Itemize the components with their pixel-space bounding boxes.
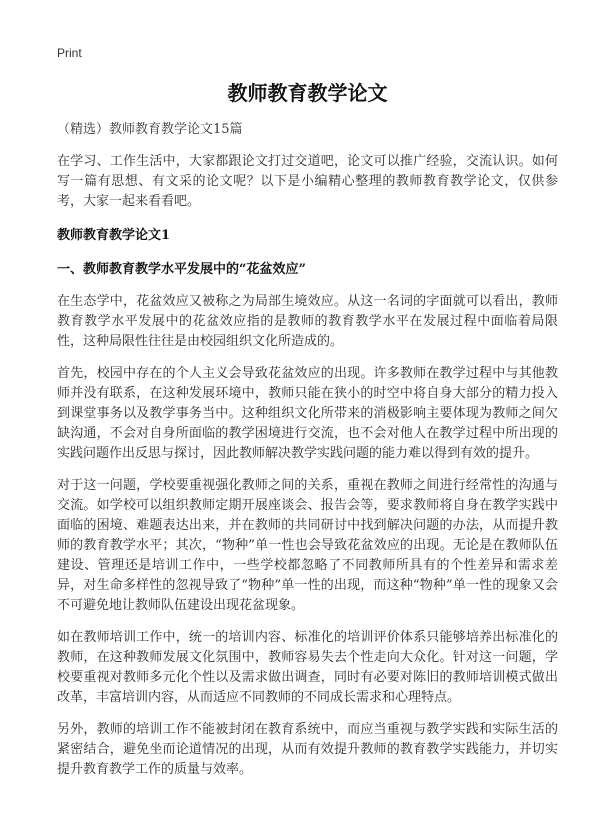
intro-paragraph: 在学习、工作生活中，大家都跟论文打过交道吧，论文可以推广经验，交流认识。如何写一篇有思想、有文采的论文呢？以下是小编精心整理的教师教育教学论文，仅供参考，大家一起来看看吧。 [57,154,558,209]
body-paragraph: 在生态学中，花盆效应又被称之为局部生境效应。从这一名词的字面就可以看出，教师教育教学水平发展中的花盆效应指的是教师的教育教学水平在发展过程中面临着局限性，这种局限性往往是由校园组织文化所造成的。 [57,294,558,349]
subsection-heading: 一、教师教育教学水平发展中的“花盆效应” [57,262,306,277]
body-paragraph: 首先，校园中存在的个人主义会导致花盆效应的出现。许多教师在教学过程中与其他教师并没有联系，在这种发展环境中，教师只能在狭小的时空中将自身大部分的精力投入到课堂事务以及教学事务当中。这种组织文化所带来的消极影响主要体现为教师之间欠缺沟通，不会对自身所面临的教学困境进行交流，也不会对他人在教学过程中所出现的实践问题作出反思与探讨，因此教师解决教学实践问题的能力难以得到有效的提升。 [57,366,558,461]
body-paragraph: 对于这一问题，学校要重视强化教师之间的关系，重视在教师之间进行经常性的沟通与交流。如学校可以组织教师定期开展座谈会、报告会等，要求教师将自身在教学实践中面临的困境、难题表达出来，并在教师的共同研讨中找到解决问题的办法，从而提升教师的教育教学水平；其次，“物种”单一性也会导致花盆效应的出现。无论是在教师队伍建设、管理还是培训工作中，一些学校都忽略了不同教师所具有的个性差异和需求差异，对生命多样性的忽视导致了“物种”单一性的出现，而这种“物种”单一性的现象又会不可避免地让教师队伍建设出现花盆现象。 [57,478,558,613]
body-paragraph: 另外，教师的培训工作不能被封闭在教育系统中，而应当重视与教学实践和实际生活的紧密结合，避免坐而论道情况的出现，从而有效提升教师的教育教学实践能力，并切实提升教育教学工作的质量与效率。 [57,722,558,777]
document-subtitle: （精选）教师教育教学论文15篇 [57,122,243,137]
document-title: 教师教育教学论文 [227,81,388,105]
body-paragraph: 如在教师培训工作中，统一的培训内容、标准化的培训评价体系只能够培养出标准化的教师，在这种教师发展文化氛围中，教师容易失去个性走向大众化。针对这一问题，学校要重视对教师多元化个性以及需求做出调查，同时有必要对陈旧的教师培训模式做出改革，丰富培训内容，从而适应不同教师的不同成长需求和心理特点。 [57,630,558,705]
print-label: Print [57,46,82,60]
section-heading: 教师教育教学论文1 [57,228,171,243]
